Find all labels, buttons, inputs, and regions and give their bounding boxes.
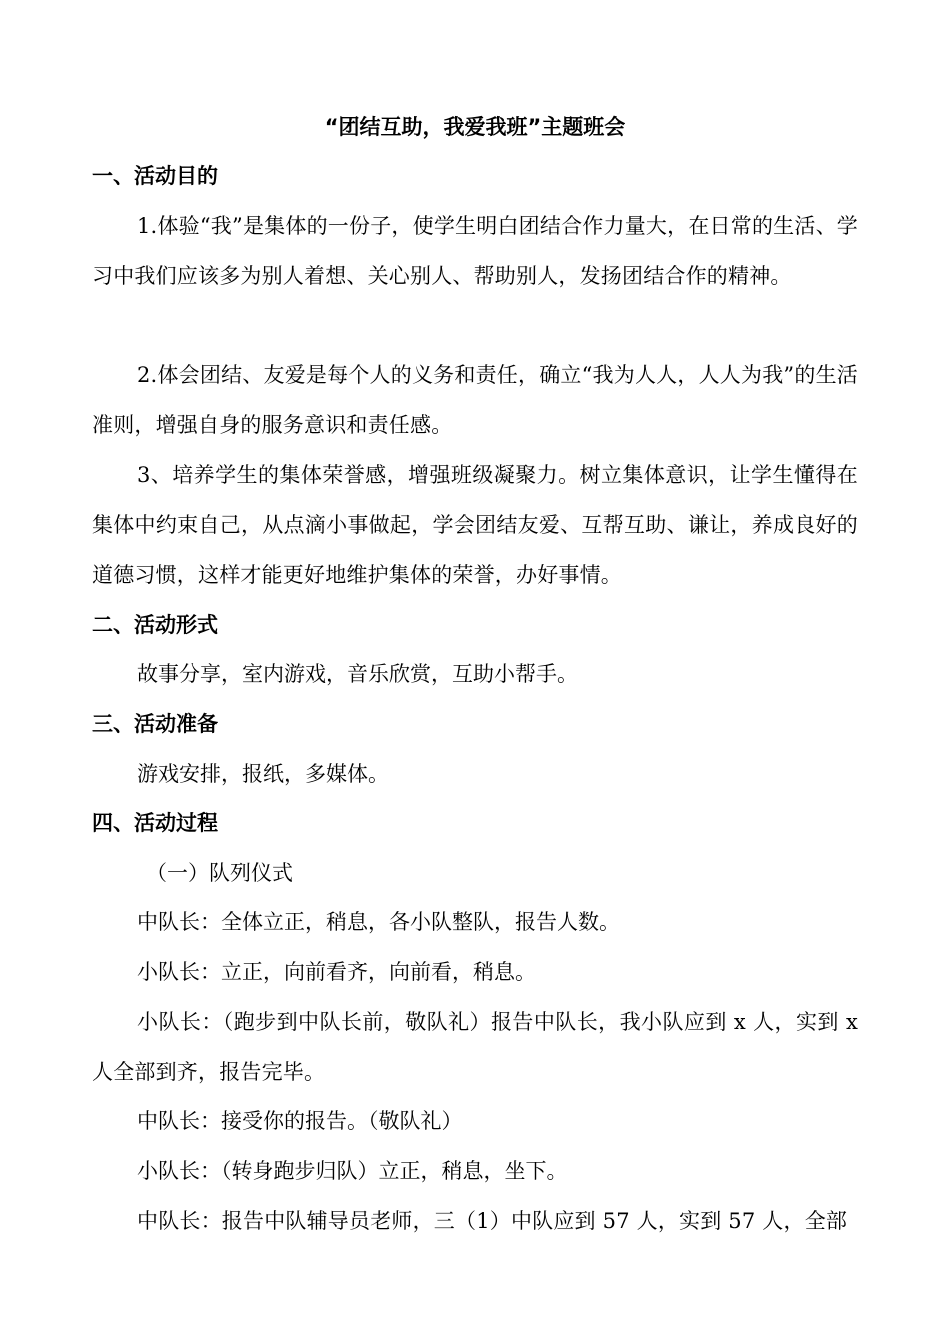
document-title: “团结互助，我爱我班”主题班会 xyxy=(324,115,626,139)
paragraph-preparation: 游戏安排，报纸，多媒体。 xyxy=(137,762,389,786)
section-heading-process: 四、活动过程 xyxy=(92,811,218,835)
paragraph-purpose-3: 3、培养学生的集体荣誉感，增强班级凝聚力。树立集体意识，让学生懂得在集体中约束自己，从点滴小事做起，学会团结友爱、互帮互助、谦让，养成良好的道德习惯，这样才能更好地维护集体的荣誉，办好事情。 xyxy=(92,463,858,587)
paragraph-purpose-1: 1.体验“我”是集体的一份子，使学生明白团结合作力量大，在日常的生活、学习中我们应该多为别人着想、关心别人、帮助别人，发扬团结合作的精神。 xyxy=(92,214,858,288)
dialogue-line: 中队长：接受你的报告。（敬队礼） xyxy=(137,1109,463,1133)
dialogue-line: 小队长：（转身跑步归队）立正，稍息，坐下。 xyxy=(137,1159,568,1183)
section-heading-format: 二、活动形式 xyxy=(92,613,218,637)
dialogue-line: 小队长：立正，向前看齐，向前看，稍息。 xyxy=(137,960,536,984)
section-heading-purpose: 一、活动目的 xyxy=(92,164,218,188)
paragraph-purpose-2: 2.体会团结、友爱是每个人的义务和责任，确立“我为人人，人人为我”的生活准则，增强自身的服务意识和责任感。 xyxy=(92,363,858,437)
dialogue-line: 中队长：全体立正，稍息，各小队整队，报告人数。 xyxy=(137,910,620,934)
paragraph-format: 故事分享，室内游戏，音乐欣赏，互助小帮手。 xyxy=(137,662,578,686)
dialogue-line: 小队长：（跑步到中队长前，敬队礼）报告中队长，我小队应到 x 人，实到 x 人全部到齐，报告完毕。 xyxy=(92,1010,858,1084)
section-heading-preparation: 三、活动准备 xyxy=(92,712,218,736)
dialogue-line: 中队长：报告中队辅导员老师，三（1）中队应到 57 人，实到 57 人，全部 xyxy=(137,1209,848,1233)
subheading-formation: （一）队列仪式 xyxy=(146,861,293,885)
